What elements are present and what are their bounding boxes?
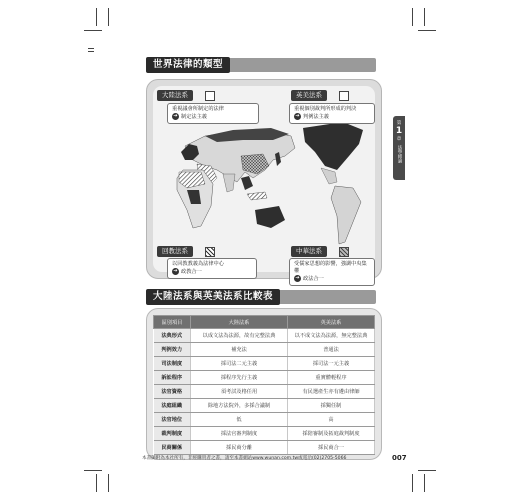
legend-continental-swatch: [205, 91, 215, 101]
world-map-panel: [146, 79, 382, 282]
table-row: [154, 399, 375, 413]
map-area: [153, 86, 375, 282]
table-cell: 採司法一元主義: [288, 357, 375, 371]
table-cell: 採程序先行主義: [191, 371, 288, 385]
table-row: [154, 441, 375, 455]
row-header-cell: 判例效力: [154, 343, 191, 357]
table-row: [154, 371, 375, 385]
note-continental-line1: 重視議會所制定的法律: [172, 106, 224, 112]
row-header-cell: 法典形式: [154, 329, 191, 343]
note-islamic-line2: [172, 268, 252, 276]
legend-chinese-swatch: [339, 247, 349, 257]
chapter-label: 第: [396, 121, 402, 126]
crop-mark: [412, 474, 413, 492]
table-cell: 重實體輕程序: [288, 371, 375, 385]
table-cell: 採獨任制: [288, 399, 375, 413]
table-row: [154, 427, 375, 441]
note-continental: [167, 103, 259, 124]
note-anglo-line2: [294, 113, 370, 121]
note-continental-line2-text: 制定法主義: [181, 114, 207, 120]
table-cell: 採陪審制及拓庭裁判制度: [288, 427, 375, 441]
note-chinese-line1: 受儒家思想的影響，強調中央集權: [294, 261, 367, 274]
arrow-right-icon: ➔: [295, 275, 300, 281]
table-cell: 普通法: [288, 343, 375, 357]
table-cell: 以成文法為法源，故有完整法典: [191, 329, 288, 343]
table-cell: 高: [288, 413, 375, 427]
north-america-region: [303, 122, 363, 170]
mexico-region: [321, 168, 337, 184]
row-header-cell: 法官資格: [154, 385, 191, 399]
india-region: [223, 174, 235, 192]
row-header-cell: 司法制度: [154, 357, 191, 371]
legend-islamic-tag: 回教法系: [157, 246, 193, 257]
table-header-cell: 英美法系: [288, 316, 375, 329]
chapter-subtitle: 法學緒論: [397, 145, 402, 163]
arrow-right-icon: ➔: [295, 113, 300, 119]
table-row: [154, 413, 375, 427]
section-title: 大陸法系與英美法系比較表: [146, 289, 280, 305]
table-cell: 低: [191, 413, 288, 427]
comparison-table-panel: [146, 308, 382, 460]
arrow-right-icon: ➔: [173, 113, 178, 119]
crop-mark: [108, 474, 109, 492]
note-chinese: [289, 258, 375, 286]
australia-region: [255, 206, 285, 228]
book-page: [134, 36, 388, 466]
section-title-bar: [146, 290, 376, 304]
legend-islamic-swatch: [205, 247, 215, 257]
table-row: [154, 357, 375, 371]
note-islamic-line2-text: 政教合一: [181, 269, 202, 275]
page-number: 007: [392, 454, 407, 462]
table-cell: 須考試及格任用: [191, 385, 288, 399]
crop-mark: [412, 8, 413, 26]
table-cell: 採司法二元主義: [191, 357, 288, 371]
crop-mark: [84, 30, 102, 31]
note-anglo-line2-text: 判例法主義: [303, 114, 329, 120]
indonesia-region: [247, 192, 267, 200]
row-header-cell: 訴訟程序: [154, 371, 191, 385]
crop-mark: [96, 474, 97, 492]
crop-mark: [424, 474, 425, 492]
note-anglo-line1: 重視個別裁判所形成的判決: [294, 106, 357, 112]
table-row: [154, 329, 375, 343]
row-header-cell: 法官地位: [154, 413, 191, 427]
crop-mark: [418, 30, 436, 31]
table-cell: 採民商分離: [191, 441, 288, 455]
legend-anglo-swatch: [339, 91, 349, 101]
legend-chinese-tag: 中華法系: [291, 246, 327, 257]
legend-anglo-tag: 英美法系: [291, 90, 327, 101]
crop-mark: [424, 8, 425, 26]
arrow-right-icon: ➔: [173, 268, 178, 274]
chapter-label-suffix: 章: [396, 137, 402, 142]
row-header-cell: 裁判制度: [154, 427, 191, 441]
row-header-cell: 法庭組織: [154, 399, 191, 413]
table-cell: 採民商合一: [288, 441, 375, 455]
crop-mark: [418, 470, 436, 471]
table-cell: 除地方法院外，多採合議制: [191, 399, 288, 413]
table-row: [154, 385, 375, 399]
section-title: 世界法律的類型: [146, 57, 230, 73]
row-header-cell: 民商關係: [154, 441, 191, 455]
crop-mark: [84, 470, 102, 471]
table-header-cell: 大陸法系: [191, 316, 288, 329]
section-title-bar: [146, 58, 376, 72]
note-continental-line2: [172, 113, 254, 121]
footer-note: 本書隨附為本社所有，非經購買者之書，請至本書網站www.wunan.com.tw或電洽(02)2705-5066: [142, 456, 347, 461]
note-islamic-line1: 以回教教義為法律中心: [172, 261, 224, 267]
chapter-number: 1: [395, 126, 403, 136]
table-cell: 有民選產生亦有遴由律師: [288, 385, 375, 399]
registration-mark: [88, 48, 94, 49]
south-america-region: [331, 186, 361, 244]
chapter-side-tab: [393, 116, 405, 180]
comparison-table: [153, 315, 375, 455]
legend-continental-tag: 大陸法系: [157, 90, 193, 101]
table-cell: 採法官審判制度: [191, 427, 288, 441]
table-cell: 以不成文法為法源，無完整法典: [288, 329, 375, 343]
registration-mark: [88, 51, 94, 52]
se-asia-region: [241, 176, 253, 190]
table-header-cell: 區別項目: [154, 316, 191, 329]
note-anglo: [289, 103, 375, 124]
table-row: [154, 343, 375, 357]
crop-mark: [96, 8, 97, 26]
note-chinese-line2: [294, 275, 370, 283]
note-islamic: [167, 258, 257, 279]
crop-mark: [108, 8, 109, 26]
note-chinese-line2-text: 政法合一: [303, 276, 324, 282]
table-header-row: [154, 316, 375, 329]
table-cell: 補充法: [191, 343, 288, 357]
